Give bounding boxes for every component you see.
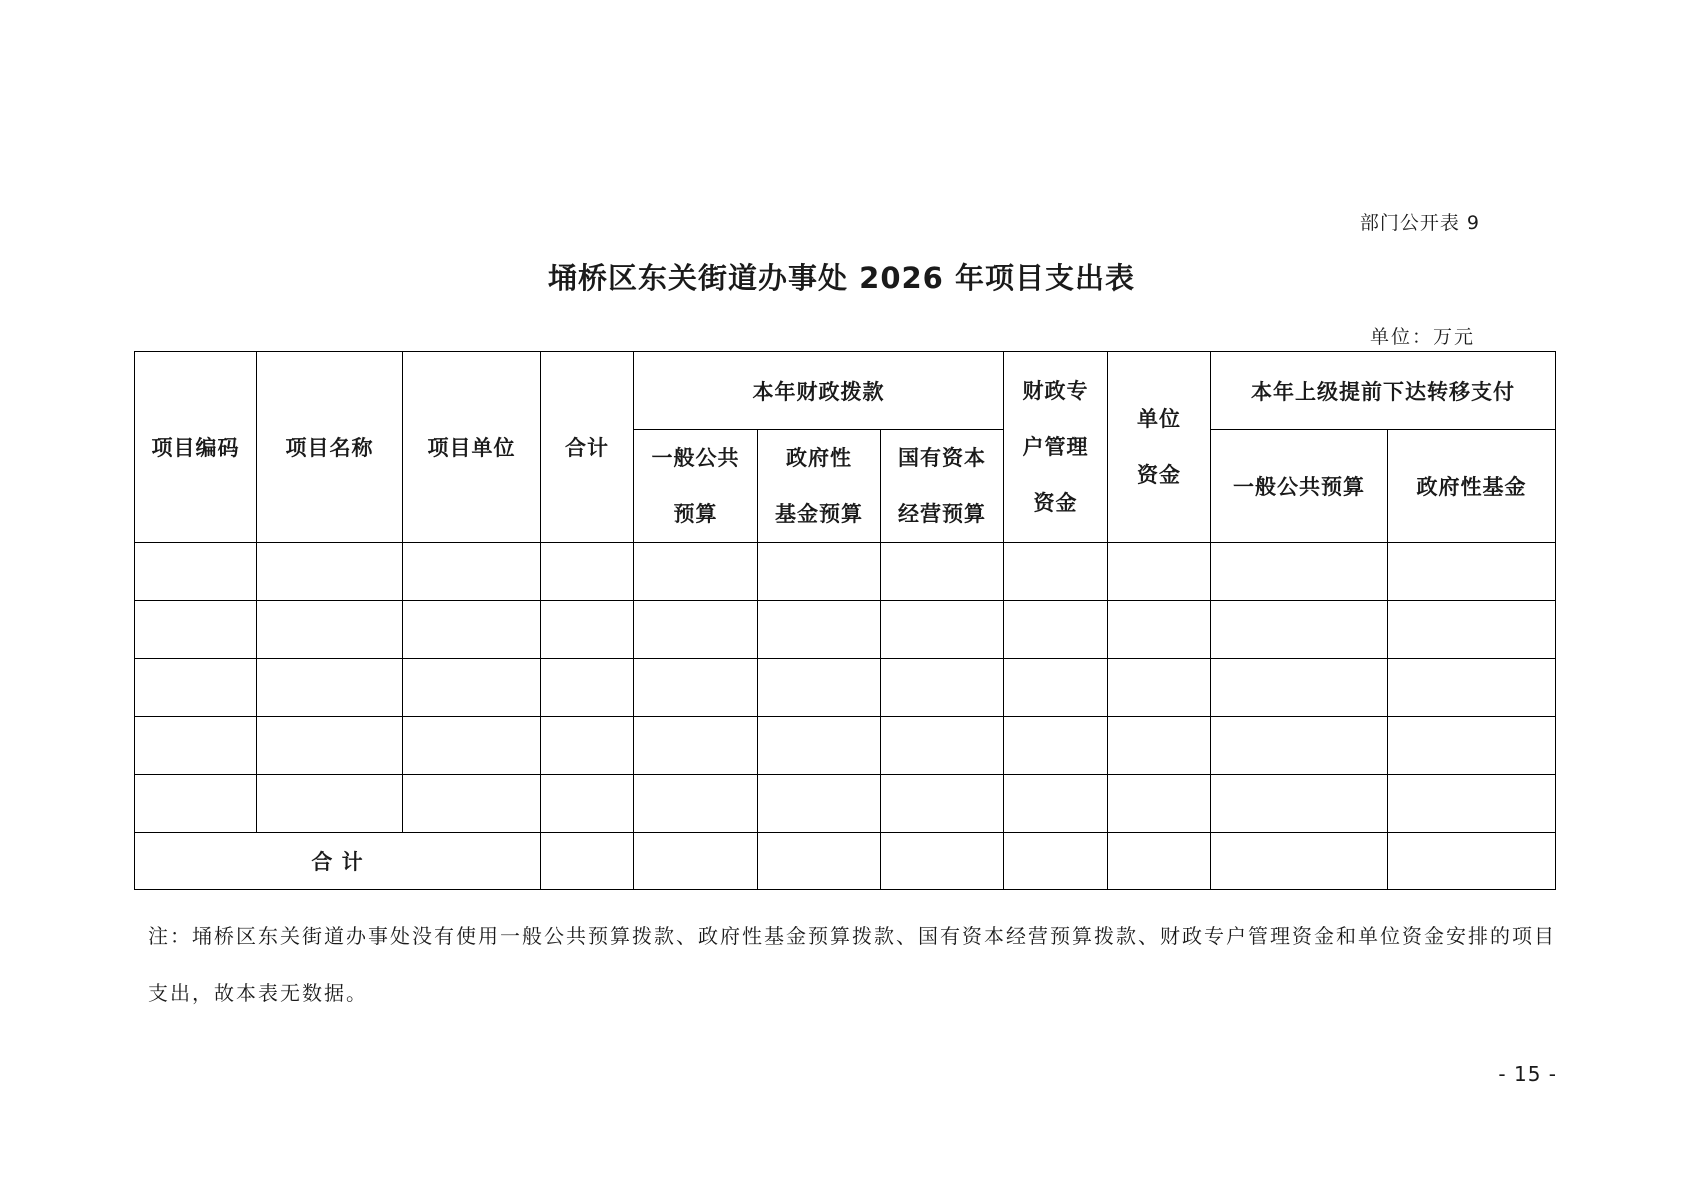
table-cell (1388, 775, 1556, 833)
table-cell (634, 659, 758, 717)
table-cell (1211, 659, 1388, 717)
table-cell (758, 717, 881, 775)
table-cell (1108, 833, 1211, 890)
table-cell (541, 775, 634, 833)
table-cell (403, 775, 541, 833)
page-title: 埇桥区东关街道办事处 2026 年项目支出表 (548, 261, 1135, 295)
table-cell (758, 775, 881, 833)
table-cell (634, 775, 758, 833)
table-cell (135, 775, 257, 833)
header-state-capital-line-1: 国有资本 (898, 446, 986, 470)
table-cell (758, 659, 881, 717)
table-cell (257, 601, 403, 659)
table-cell (1108, 543, 1211, 601)
table-cell (541, 833, 634, 890)
table-cell (135, 601, 257, 659)
table-cell (881, 833, 1004, 890)
table-cell (403, 717, 541, 775)
unit-label: 单位：万元 (1369, 326, 1475, 348)
table-cell (634, 717, 758, 775)
table-row (135, 543, 1556, 601)
table-row (135, 601, 1556, 659)
table-cell (1388, 601, 1556, 659)
table-cell (881, 601, 1004, 659)
table-cell (1108, 717, 1211, 775)
table-cell (135, 717, 257, 775)
table-cell (1004, 601, 1108, 659)
header-project-name: 项目名称 (257, 352, 403, 543)
table-cell (541, 601, 634, 659)
table-cell (1211, 775, 1388, 833)
header-state-capital-line-2: 经营预算 (898, 502, 986, 526)
table-cell (257, 659, 403, 717)
table-cell (1211, 833, 1388, 890)
table-row (135, 717, 1556, 775)
table-cell (135, 543, 257, 601)
header-row-1 (135, 352, 1556, 430)
header-general-budget-line-1: 一般公共 (651, 446, 740, 470)
table-cell (135, 659, 257, 717)
header-fiscal-special-line-1: 财政专 (1022, 379, 1089, 403)
header-fiscal-special (1004, 352, 1108, 543)
table-cell (881, 717, 1004, 775)
header-unit-funds (1108, 352, 1211, 543)
header-general-budget-line-2: 预算 (673, 502, 718, 526)
table-cell (1211, 601, 1388, 659)
table-cell (1388, 717, 1556, 775)
table-row (135, 775, 1556, 833)
header-general-budget (634, 430, 758, 543)
table-cell (1108, 775, 1211, 833)
project-expenditure-table (134, 351, 1556, 890)
table-cell (257, 717, 403, 775)
header-unit-funds-line-2: 资金 (1137, 463, 1182, 487)
table-cell (403, 601, 541, 659)
table-cell (1004, 717, 1108, 775)
table-cell (881, 543, 1004, 601)
total-row-label: 合 计 (135, 833, 541, 890)
table-cell (403, 659, 541, 717)
header-project-code: 项目编码 (135, 352, 257, 543)
header-project-unit: 项目单位 (403, 352, 541, 543)
footnote: 注：埇桥区东关街道办事处没有使用一般公共预算拨款、政府性基金预算拨款、国有资本经营预算拨款、财政专户管理资金和单位资金安排的项目支出，故本表无数据。 (148, 924, 1556, 1005)
table-cell (758, 601, 881, 659)
header-fiscal-special-line-3: 资金 (1033, 491, 1078, 515)
header-fiscal-allocation: 本年财政拨款 (634, 352, 1004, 430)
header-gov-fund-line-2: 基金预算 (775, 502, 863, 526)
table-cell (1004, 775, 1108, 833)
table-cell (541, 717, 634, 775)
table-cell (1388, 543, 1556, 601)
header-transfer-payment: 本年上级提前下达转移支付 (1211, 352, 1556, 430)
table-cell (758, 543, 881, 601)
table-cell (257, 775, 403, 833)
header-total: 合计 (541, 352, 634, 543)
table-cell (881, 659, 1004, 717)
table-cell (1211, 543, 1388, 601)
table-cell (1211, 717, 1388, 775)
header-transfer-gov-fund: 政府性基金 (1388, 430, 1556, 543)
table-cell (634, 601, 758, 659)
table-cell (1108, 601, 1211, 659)
total-row (135, 833, 1556, 890)
table-cell (634, 543, 758, 601)
header-gov-fund-line-1: 政府性 (786, 446, 852, 470)
table-cell (758, 833, 881, 890)
header-transfer-general: 一般公共预算 (1211, 430, 1388, 543)
table-cell (541, 659, 634, 717)
table-cell (1388, 659, 1556, 717)
table-cell (1004, 833, 1108, 890)
header-state-capital (881, 430, 1004, 543)
table-cell (881, 775, 1004, 833)
header-fiscal-special-line-2: 户管理 (1022, 435, 1089, 459)
table-cell (403, 543, 541, 601)
table-cell (541, 543, 634, 601)
page-label: 部门公开表 9 (1359, 212, 1480, 234)
table-cell (1004, 543, 1108, 601)
table-row (135, 659, 1556, 717)
header-unit-funds-line-1: 单位 (1137, 407, 1182, 431)
table-cell (634, 833, 758, 890)
header-gov-fund (758, 430, 881, 543)
table-cell (1388, 833, 1556, 890)
table-cell (1108, 659, 1211, 717)
table-cell (257, 543, 403, 601)
table-cell (1004, 659, 1108, 717)
page-number: - 15 - (1498, 1062, 1557, 1086)
